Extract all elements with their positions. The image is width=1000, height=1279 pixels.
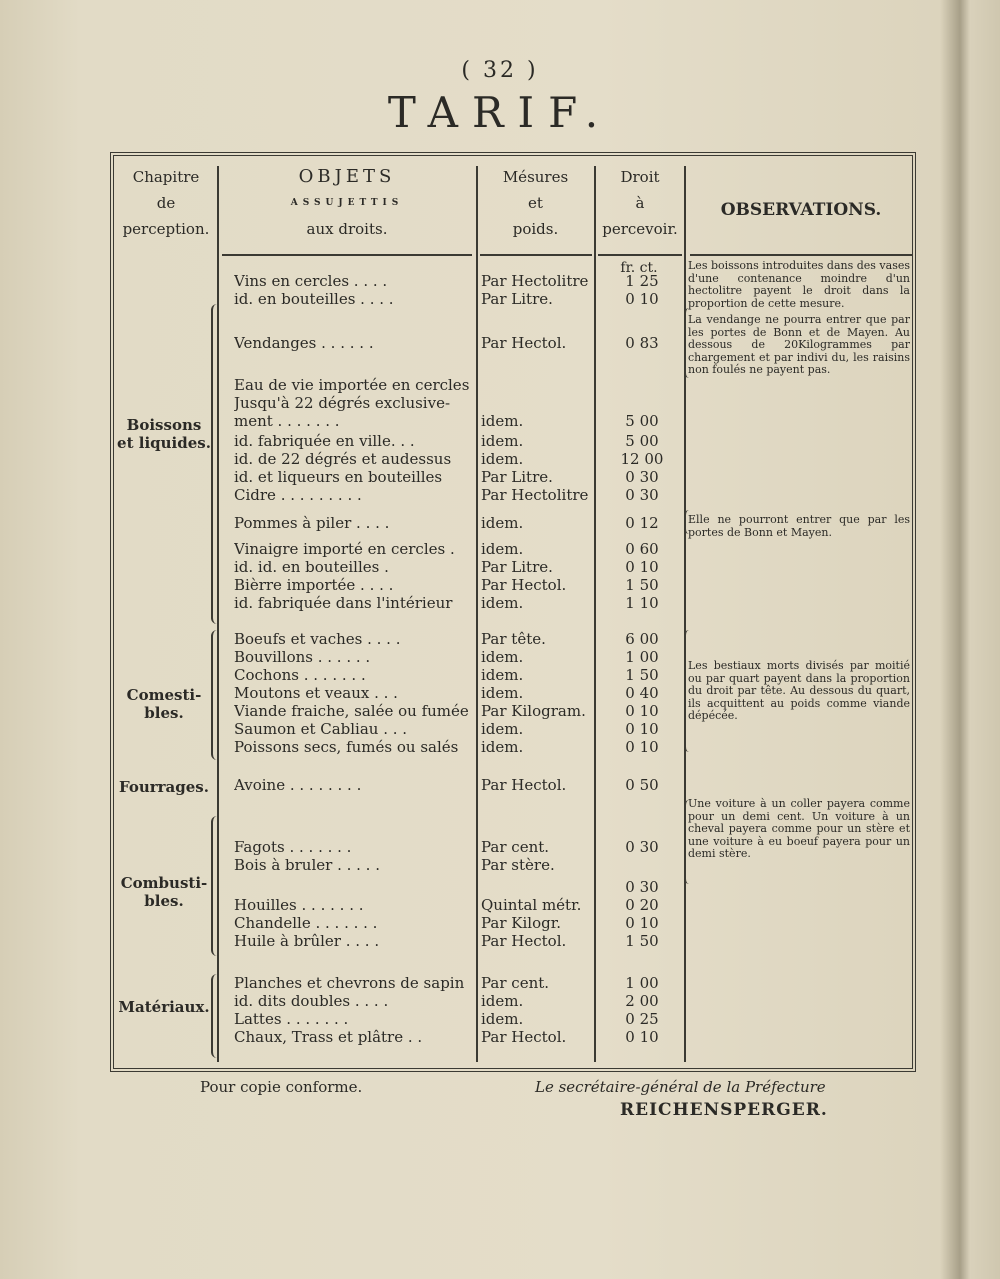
header-chapitre-line: de: [156, 194, 176, 212]
row-droit: 0 30: [625, 486, 659, 504]
row-droit: 1 00: [625, 648, 659, 666]
table-row: [114, 738, 914, 757]
row-mesure: Par stère.: [481, 856, 555, 874]
row-objet: Bois à bruler . . . . .: [234, 856, 380, 874]
row-objet: Moutons et veaux . . .: [234, 684, 398, 702]
header-objets-line: ASSUJETTIS: [290, 198, 404, 208]
row-objet: Boeufs et vaches . . . .: [234, 630, 401, 648]
row-droit: 0 30: [625, 468, 659, 486]
header-objets-line: OBJETS: [298, 166, 396, 187]
row-objet: Huile à brûler . . . .: [234, 932, 380, 950]
category-materiaux: Matériaux.: [118, 998, 210, 1016]
row-droit: 0 10: [625, 914, 659, 932]
header-mesures: [478, 164, 593, 242]
row-mesure: Par Litre.: [481, 468, 553, 486]
table-row: [114, 1010, 914, 1029]
row-droit: 1 00: [625, 974, 659, 992]
row-droit: 0 60: [625, 540, 659, 558]
row-objet: Bièrre importée . . . .: [234, 576, 394, 594]
row-objet: id. dits doubles . . . .: [234, 992, 389, 1010]
header-chapitre-line: perception.: [122, 220, 210, 238]
category-boissons: Boissons et liquides.: [117, 416, 211, 452]
row-mesure: idem.: [481, 666, 524, 684]
row-mesure: Par Hectolitre: [481, 272, 589, 290]
category-combustibles: Combusti- bles.: [120, 874, 208, 910]
header-mesures-line: et: [528, 194, 543, 212]
table-row: [114, 394, 914, 413]
row-droit: 0 10: [625, 1028, 659, 1046]
row-objet: Cidre . . . . . . . . .: [234, 486, 362, 504]
row-objet: Avoine . . . . . . . .: [234, 776, 362, 794]
header-objets: [220, 164, 474, 242]
row-mesure: Par Hectol.: [481, 932, 567, 950]
header-mesures-line: Mésures: [502, 168, 569, 186]
row-droit: 1 10: [625, 594, 659, 612]
row-mesure: idem.: [481, 738, 524, 756]
row-objet: Houilles . . . . . . .: [234, 896, 364, 914]
observation-note: Elle ne pourront entrer que par les portes de Bonn et Mayen.: [688, 513, 910, 539]
row-mesure: Par Kilogr.: [481, 914, 562, 932]
row-objet: id. fabriquée dans l'intérieur: [234, 594, 453, 612]
footer-copy-note: Pour copie conforme.: [200, 1078, 363, 1096]
footer-signature: REICHENSPERGER.: [620, 1100, 828, 1120]
category-fourrages: Fourrages.: [119, 778, 209, 796]
row-mesure: Par Hectolitre: [481, 486, 589, 504]
row-mesure: idem.: [481, 514, 524, 532]
row-objet: Chandelle . . . . . . .: [234, 914, 378, 932]
row-droit: 5 00: [625, 412, 659, 430]
row-objet: id. de 22 dégrés et audessus: [234, 450, 452, 468]
header-rule: [480, 254, 592, 256]
row-droit: 12 00: [620, 450, 664, 468]
row-droit: 0 10: [625, 702, 659, 720]
table-row: [114, 450, 914, 469]
footer-secretary: Le secrétaire-général de la Préfecture: [535, 1078, 826, 1096]
row-droit: 0 12: [625, 514, 659, 532]
table-row: [114, 412, 914, 431]
row-mesure: Par cent.: [481, 974, 550, 992]
row-droit: 1 50: [625, 932, 659, 950]
table-row: [114, 432, 914, 451]
row-mesure: idem.: [481, 594, 524, 612]
header-rule: [222, 254, 472, 256]
header-objets-line: aux droits.: [306, 220, 388, 238]
row-droit: 0 10: [625, 720, 659, 738]
header-rule: [690, 254, 912, 256]
row-droit: 0 40: [625, 684, 659, 702]
row-objet: Poissons secs, fumés ou salés: [234, 738, 459, 756]
header-mesures-line: poids.: [512, 220, 559, 238]
table-row: [114, 1028, 914, 1047]
category-comestibles: Comesti- bles.: [126, 686, 202, 722]
row-droit: 0 50: [625, 776, 659, 794]
table-row: [114, 914, 914, 933]
table-row: [114, 558, 914, 577]
row-objet: Viande fraiche, salée ou fumée: [234, 702, 469, 720]
row-mesure: Par Litre.: [481, 558, 553, 576]
row-mesure: Par Kilogram.: [481, 702, 586, 720]
table-row: [114, 630, 914, 649]
row-objet: Fagots . . . . . . .: [234, 838, 352, 856]
row-objet: Lattes . . . . . . .: [234, 1010, 349, 1028]
row-mesure: Par Hectol.: [481, 1028, 567, 1046]
observation-note: Une voiture à un coller payera comme pour un demi cent. Un voiture à un cheval payera comme pour un stère et une voiture à eu boeuf payera pour un demi stère.: [688, 797, 910, 860]
row-objet: id. en bouteilles . . . .: [234, 290, 394, 308]
header-droit-line: à: [635, 194, 645, 212]
row-droit: 0 10: [625, 738, 659, 756]
table-row: [114, 776, 914, 795]
row-mesure: Quintal métr.: [481, 896, 582, 914]
table-row: [114, 376, 914, 395]
row-objet: Pommes à piler . . . .: [234, 514, 390, 532]
row-objet: Jusqu'à 22 dégrés exclusive-: [234, 394, 451, 412]
row-objet: ment . . . . . . .: [234, 412, 340, 430]
row-objet: Chaux, Trass et plâtre . .: [234, 1028, 423, 1046]
table-row: [114, 468, 914, 487]
table-row: [114, 878, 914, 897]
observation-note: Les bestiaux morts divisés par moitié ou par quart payent dans la proportion du droit par tête. Au dessous du quart, ils acquittent au poids comme viande dépécée.: [688, 659, 910, 722]
row-mesure: Par Litre.: [481, 290, 553, 308]
row-droit: 6 00: [625, 630, 659, 648]
row-mesure: Par Hectol.: [481, 334, 567, 352]
row-droit: 5 00: [625, 432, 659, 450]
header-observations: OBSERVATIONS.: [720, 200, 882, 220]
row-objet: id. id. en bouteilles .: [234, 558, 389, 576]
page-title: TARIF.: [387, 88, 613, 137]
header-rule: [598, 254, 682, 256]
page-number: ( 32 ): [461, 58, 539, 83]
header-droit-line: Droit: [620, 168, 660, 186]
row-droit: 0 83: [625, 334, 659, 352]
row-droit: 1 25: [625, 272, 659, 290]
row-droit: 0 30: [625, 878, 659, 896]
row-objet: Saumon et Cabliau . . .: [234, 720, 408, 738]
table-row: [114, 932, 914, 951]
table-row: [114, 720, 914, 739]
row-objet: Vinaigre importé en cercles .: [234, 540, 455, 558]
row-droit: 1 50: [625, 666, 659, 684]
row-objet: Cochons . . . . . . .: [234, 666, 366, 684]
tariff-table: [110, 152, 916, 1072]
row-objet: Bouvillons . . . . . .: [234, 648, 371, 666]
row-mesure: idem.: [481, 432, 524, 450]
row-objet: Vins en cercles . . . .: [234, 272, 388, 290]
row-droit: 2 00: [625, 992, 659, 1010]
row-objet: id. et liqueurs en bouteilles: [234, 468, 443, 486]
unit-label: fr. ct.: [620, 260, 658, 276]
table-row: [114, 896, 914, 915]
row-mesure: idem.: [481, 684, 524, 702]
row-mesure: Par Hectol.: [481, 776, 567, 794]
row-droit: 0 10: [625, 290, 659, 308]
header-chapitre: [116, 164, 216, 242]
row-mesure: Par Hectol.: [481, 576, 567, 594]
row-droit: 1 50: [625, 576, 659, 594]
observation-note: La vendange ne pourra entrer que par les portes de Bonn et de Mayen. Au dessous de 20Kilogrammes par chargement et par indivi du, les raisins non foulés ne payent pas.: [688, 313, 910, 376]
row-droit: 0 30: [625, 838, 659, 856]
row-droit: 0 10: [625, 558, 659, 576]
row-mesure: idem.: [481, 992, 524, 1010]
row-mesure: Par cent.: [481, 838, 550, 856]
row-mesure: idem.: [481, 648, 524, 666]
row-objet: Eau de vie importée en cercles: [234, 376, 470, 394]
header-chapitre-line: Chapitre: [132, 168, 200, 186]
row-objet: Vendanges . . . . . .: [234, 334, 374, 352]
row-droit: 0 25: [625, 1010, 659, 1028]
table-row: [114, 594, 914, 613]
table-row: [114, 486, 914, 505]
table-row: [114, 974, 914, 993]
row-mesure: Par tête.: [481, 630, 546, 648]
row-mesure: idem.: [481, 412, 524, 430]
header-droit: [596, 164, 684, 242]
row-objet: Planches et chevrons de sapin: [234, 974, 465, 992]
row-mesure: idem.: [481, 540, 524, 558]
row-mesure: idem.: [481, 1010, 524, 1028]
observation-note: Les boissons introduites dans des vases d'une contenance moindre d'un hectolitre payent le droit dans la proportion de cette mesure.: [688, 259, 910, 310]
header-droit-line: percevoir.: [602, 220, 678, 238]
row-droit: 0 20: [625, 896, 659, 914]
table-row: [114, 576, 914, 595]
row-mesure: idem.: [481, 720, 524, 738]
table-row: [114, 992, 914, 1011]
row-mesure: idem.: [481, 450, 524, 468]
table-row: [114, 540, 914, 559]
row-objet: id. fabriquée en ville. . .: [234, 432, 415, 450]
